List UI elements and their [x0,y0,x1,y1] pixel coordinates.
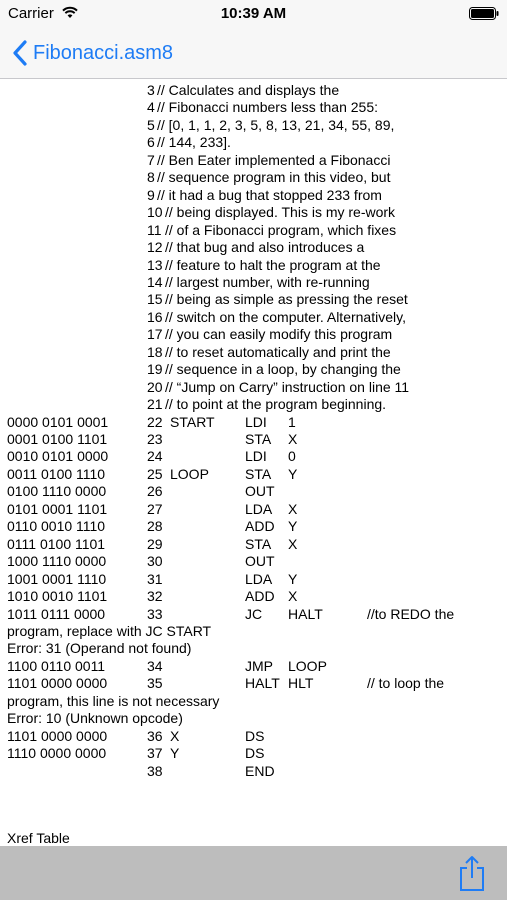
code-line [0,518,507,535]
opcode: DS [245,745,265,762]
opcode: OUT [245,483,275,500]
clock: 10:39 AM [220,5,287,22]
line-number: 6 [147,134,155,151]
machine-code: 0101 0001 1101 [7,500,108,517]
label: LOOP [170,465,209,482]
comment-text: // [0, 1, 1, 2, 3, 5, 8, 13, 21, 34, 55, 89, [157,116,395,133]
opcode: LDI [245,413,267,430]
comment-text: // Ben Eater implemented a Fibonacci [157,151,391,168]
xref-title: Xref Table [7,830,70,846]
operand: Y [288,570,298,587]
back-button-label: Fibonacci.asm8 [33,41,174,64]
opcode: JC [245,605,263,622]
line-number: 5 [147,116,155,133]
line-number: 33 [147,605,163,622]
operand: 1 [288,413,296,430]
comment-line [0,274,507,291]
comment-line [0,291,507,308]
operand: X [288,500,298,517]
code-line [0,536,507,553]
line-number: 27 [147,500,163,517]
assembly-listing[interactable] [0,79,507,846]
continuation-text: Error: 10 (Unknown opcode) [7,710,183,727]
comment-text: // sequence in a loop, by changing the [165,361,401,378]
comment-line [0,344,507,361]
opcode: LDI [245,448,267,465]
machine-code: 0100 1110 0000 [7,483,107,500]
opcode: LDA [245,500,273,517]
opcode: ADD [245,588,275,604]
continuation-line [0,693,507,710]
navigation-bar [0,28,507,79]
continuation-text: Error: 31 (Operand not found) [7,640,192,657]
line-number: 29 [147,535,163,552]
line-number: 9 [147,186,155,203]
continuation-text: program, replace with JC START [7,622,212,639]
comment-text: // you can easily modify this program [165,326,393,343]
operand: Y [288,465,298,482]
machine-code: 1000 1110 0000 [7,553,107,570]
code-line [0,606,507,623]
comment-line [0,187,507,204]
line-number: 13 [147,256,163,273]
comment-line [0,117,507,134]
line-number: 10 [147,204,163,221]
line-number: 28 [147,518,163,535]
operand: LOOP [288,657,327,674]
code-line [0,553,507,570]
operand: X [288,431,298,447]
opcode: HALT [245,675,280,692]
machine-code: 1110 0000 0000 [7,745,107,762]
line-number: 14 [147,273,163,290]
comment-line [0,82,507,99]
code-line [0,763,507,780]
label: START [170,413,215,430]
machine-code: 0110 0010 1110 [7,518,106,535]
machine-code: 0111 0100 1101 [7,535,106,552]
continuation-line [0,623,507,640]
carrier-label: Carrier [8,5,54,22]
code-line [0,448,507,465]
machine-code: 1101 0000 0000 [7,675,108,692]
xref-table-heading [0,830,507,846]
line-number: 4 [147,99,155,116]
line-number: 24 [147,448,163,465]
line-number: 19 [147,361,163,378]
line-number: 8 [147,169,155,186]
continuation-line [0,640,507,657]
opcode: OUT [245,553,275,570]
machine-code: 0000 0101 0001 [7,413,109,430]
comment-text: // sequence program in this video, but [157,169,391,186]
comment-line [0,396,507,413]
comment-text: // to reset automatically and print the [165,343,391,360]
machine-code: 1100 0110 0011 [7,657,106,674]
opcode: DS [245,727,265,744]
opcode: STA [245,431,272,447]
operand: Y [288,518,298,535]
code-line [0,588,507,605]
comment-line [0,239,507,256]
comment-text: // to point at the program beginning. [165,396,387,413]
line-number: 17 [147,326,163,343]
comment-text: // Fibonacci numbers less than 255: [157,99,379,116]
opcode: JMP [245,657,273,674]
comment-text: // Calculates and displays the [157,82,340,98]
line-number: 25 [147,465,163,482]
comment-line [0,204,507,221]
comment-text: // “Jump on Carry” instruction on line 11 [165,378,410,395]
line-number: 3 [147,82,155,98]
line-number: 38 [147,762,163,779]
opcode: STA [245,535,272,552]
line-number: 11 [147,221,162,238]
comment-text: // feature to halt the program at the [165,256,381,273]
back-button[interactable] [12,38,173,68]
comment-text: // being displayed. This is my re-work [165,204,396,221]
operand: X [288,535,298,552]
chevron-left-icon [12,40,28,66]
comment-text: // largest number, with re-running [165,273,370,290]
code-line [0,571,507,588]
machine-code: 0001 0100 1101 [7,431,108,447]
line-number: 23 [147,431,163,447]
opcode: STA [245,465,272,482]
comment-line [0,134,507,151]
line-number: 20 [147,378,163,395]
inline-comment: // to loop the [367,675,445,692]
comment-line [0,222,507,239]
line-number: 22 [147,413,163,430]
machine-code: 0010 0101 0000 [7,448,109,465]
share-icon[interactable] [457,854,487,892]
continuation-line [0,710,507,727]
line-number: 21 [147,396,163,413]
line-number: 31 [147,570,163,587]
label: X [170,727,180,744]
comment-line [0,326,507,343]
opcode: LDA [245,570,273,587]
code-line [0,675,507,692]
line-number: 7 [147,151,155,168]
machine-code: 1001 0001 1110 [7,570,107,587]
code-line [0,483,507,500]
code-line [0,431,507,448]
code-line [0,501,507,518]
code-line [0,745,507,762]
line-number: 36 [147,727,163,744]
status-bar [0,0,507,28]
bottom-toolbar [0,846,507,900]
label: Y [170,745,180,762]
operand: HLT [288,675,314,692]
machine-code: 1010 0010 1101 [7,588,108,604]
line-number: 18 [147,343,163,360]
line-number: 35 [147,675,163,692]
comment-line [0,152,507,169]
line-number: 37 [147,745,163,762]
operand: HALT [288,605,323,622]
line-number: 15 [147,291,163,308]
comment-line [0,169,507,186]
operand: 0 [288,448,296,465]
line-number: 12 [147,239,163,255]
battery-icon [469,7,499,20]
line-number: 32 [147,588,163,604]
comment-line [0,257,507,274]
comment-line [0,309,507,326]
operand: X [288,588,298,604]
comment-text: // 144, 233]. [157,134,231,151]
code-line [0,414,507,431]
comment-text: // that bug and also introduces a [165,239,365,255]
opcode: ADD [245,518,275,535]
comment-line [0,361,507,378]
code-line [0,466,507,483]
line-number: 34 [147,657,163,674]
continuation-text: program, this line is not necessary [7,692,220,709]
line-number: 26 [147,483,163,500]
comment-text: // of a Fibonacci program, which fixes [165,221,397,238]
opcode: END [245,762,275,779]
code-line [0,728,507,745]
comment-line [0,379,507,396]
inline-comment: //to REDO the [367,605,455,622]
machine-code: 1101 0000 0000 [7,727,108,744]
comment-text: // it had a bug that stopped 233 from [157,186,382,203]
comment-line [0,99,507,116]
code-line [0,658,507,675]
comment-text: // switch on the computer. Alternatively, [165,308,406,325]
machine-code: 0011 0100 1110 [7,465,106,482]
comment-text: // being as simple as pressing the reset [165,291,408,308]
machine-code: 1011 0111 0000 [7,605,106,622]
line-number: 30 [147,553,163,570]
line-number: 16 [147,308,163,325]
